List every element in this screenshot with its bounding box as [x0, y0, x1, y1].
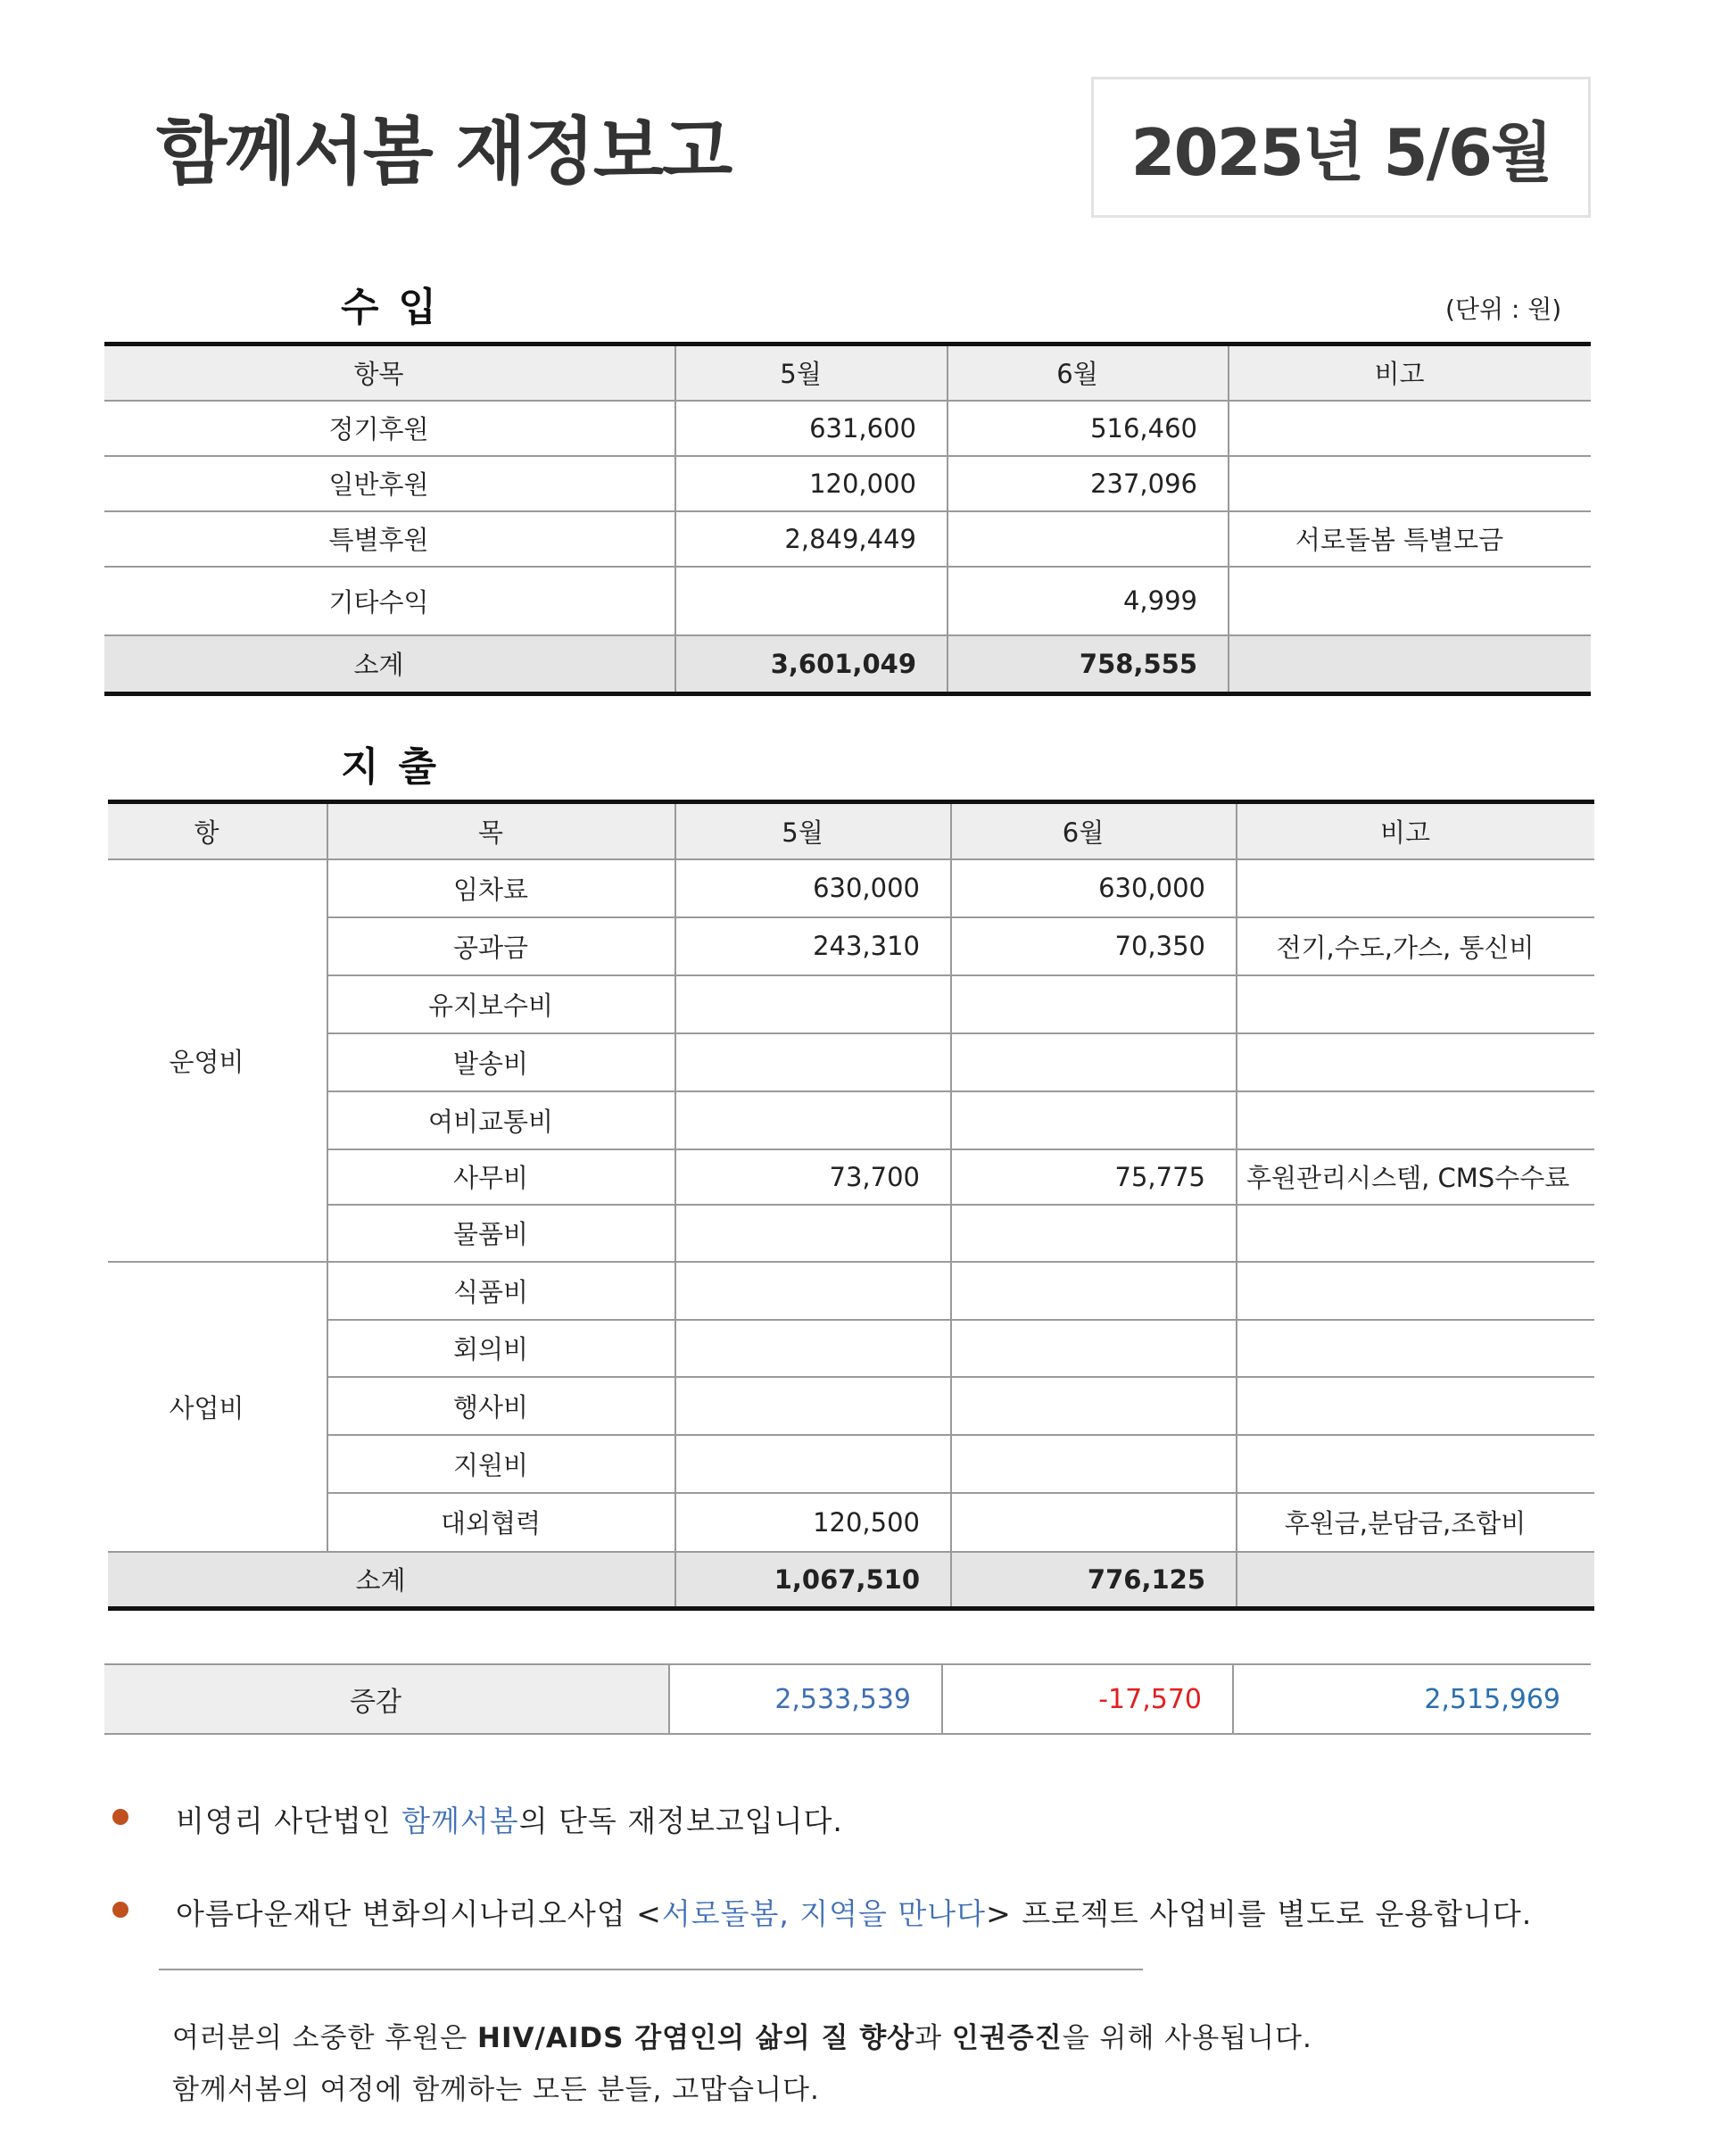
note-text: > 프로젝트 사업비를 별도로 운용합니다.: [986, 1896, 1533, 1931]
table-row: [104, 401, 1591, 456]
expense-item: 지원비: [327, 1435, 675, 1493]
expense-group-program: 사업비: [108, 1262, 327, 1552]
income-note: [1229, 456, 1591, 511]
expense-item: 식품비: [327, 1262, 675, 1320]
expense-jun: [951, 1320, 1237, 1377]
income-header-row: [104, 344, 1591, 401]
net-change-jun: -17,570: [942, 1664, 1233, 1734]
expense-subtotal-row: [108, 1552, 1594, 1609]
expense-may: [675, 1091, 951, 1149]
income-may: 120,000: [675, 456, 948, 511]
expense-jun: [951, 1435, 1237, 1493]
note-single-report: [176, 1798, 843, 1840]
expense-subtotal-note: [1237, 1552, 1594, 1609]
income-note: 서로돌봄 특별모금: [1229, 511, 1591, 567]
income-jun: 4,999: [948, 567, 1229, 635]
income-subtotal-may: 3,601,049: [675, 635, 948, 694]
expense-jun: 70,350: [951, 917, 1237, 975]
divider: [159, 1969, 1143, 1970]
bullet-icon: [112, 1809, 128, 1825]
income-jun: 237,096: [948, 456, 1229, 511]
expense-item: 유지보수비: [327, 975, 675, 1033]
expense-jun: [951, 1377, 1237, 1435]
expense-jun: 75,775: [951, 1149, 1237, 1205]
note-org-name: 함께서봄: [401, 1804, 519, 1838]
table-row: [108, 975, 1594, 1033]
expense-subtotal-label: 소계: [108, 1552, 675, 1609]
expense-may: 243,310: [675, 917, 951, 975]
expense-item: 사무비: [327, 1149, 675, 1205]
expense-note: [1237, 1091, 1594, 1149]
expense-jun: [951, 1033, 1237, 1091]
expense-jun: [951, 1205, 1237, 1262]
thanks-text: 과: [914, 2022, 952, 2054]
expense-note: [1237, 1435, 1594, 1493]
table-row: [108, 1493, 1594, 1552]
table-row: [108, 1091, 1594, 1149]
expense-note: [1237, 1320, 1594, 1377]
expense-note: [1237, 1377, 1594, 1435]
income-section-title: 수입: [341, 285, 457, 330]
thanks-line-2: 함께서봄의 여정에 함께하는 모든 분들, 고맙습니다.: [172, 2074, 820, 2106]
expense-item: 임차료: [327, 859, 675, 917]
expense-item: 물품비: [327, 1205, 675, 1262]
expense-may: 120,500: [675, 1493, 951, 1552]
note-project-budget: [176, 1891, 1532, 1933]
table-row: [108, 1205, 1594, 1262]
table-row: [108, 1320, 1594, 1377]
table-row: [104, 511, 1591, 567]
expense-may: [675, 1320, 951, 1377]
expense-may: [675, 1033, 951, 1091]
expense-header-row: [108, 802, 1594, 859]
expense-item: 여비교통비: [327, 1091, 675, 1149]
income-may: [675, 567, 948, 635]
note-project-name: 서로돌봄, 지역을 만나다: [661, 1896, 987, 1931]
table-row: [108, 1377, 1594, 1435]
income-note: [1229, 401, 1591, 456]
expense-note: 후원금,분담금,조합비: [1237, 1493, 1594, 1552]
expense-group-operating: 운영비: [108, 859, 327, 1262]
expense-jun: [951, 1091, 1237, 1149]
table-row: [104, 456, 1591, 511]
income-subtotal-jun: 758,555: [948, 635, 1229, 694]
table-row: [108, 1435, 1594, 1493]
net-change-may: 2,533,539: [669, 1664, 942, 1734]
income-col-item: 항목: [104, 344, 675, 401]
income-col-may: 5월: [675, 344, 948, 401]
expense-col-group: 항: [108, 802, 327, 859]
expense-col-may: 5월: [675, 802, 951, 859]
income-jun: 516,460: [948, 401, 1229, 456]
expense-col-note: 비고: [1237, 802, 1594, 859]
expense-may: [675, 1377, 951, 1435]
report-period-box: [1091, 77, 1591, 218]
net-change-label: 증감: [104, 1664, 669, 1734]
report-title: 함께서봄 재정보고: [156, 110, 732, 195]
expense-may: [675, 1435, 951, 1493]
income-item: 기타수익: [104, 567, 675, 635]
income-col-jun: 6월: [948, 344, 1229, 401]
thanks-line-1: [172, 2015, 1312, 2055]
income-item: 특별후원: [104, 511, 675, 567]
table-row: [108, 1033, 1594, 1091]
expense-section-title: 지출: [341, 744, 457, 790]
unit-label: (단위 : 원): [1445, 294, 1562, 324]
expense-may: 73,700: [675, 1149, 951, 1205]
expense-note: [1237, 1262, 1594, 1320]
thanks-text: 을 위해 사용됩니다.: [1062, 2022, 1312, 2054]
expense-note: [1237, 975, 1594, 1033]
table-row: [108, 917, 1594, 975]
note-text: 비영리 사단법인: [176, 1804, 402, 1838]
expense-item: 대외협력: [327, 1493, 675, 1552]
thanks-emphasis: 인권증진: [951, 2022, 1063, 2054]
expense-col-jun: 6월: [951, 802, 1237, 859]
income-may: 631,600: [675, 401, 948, 456]
expense-note: 후원관리시스템, CMS수수료: [1237, 1149, 1594, 1205]
expense-may: [675, 1205, 951, 1262]
table-row: [108, 859, 1594, 917]
income-subtotal-note: [1229, 635, 1591, 694]
expense-may: [675, 1262, 951, 1320]
bullet-icon: [112, 1902, 128, 1918]
expense-jun: [951, 1262, 1237, 1320]
expense-note: [1237, 859, 1594, 917]
net-change-table: [104, 1663, 1591, 1735]
income-jun: [948, 511, 1229, 567]
expense-item: 발송비: [327, 1033, 675, 1091]
note-text: 아름다운재단 변화의시나리오사업 <: [176, 1896, 662, 1931]
thanks-emphasis: HIV/AIDS 감염인의 삶의 질 향상: [477, 2022, 915, 2054]
expense-item: 공과금: [327, 917, 675, 975]
income-note: [1229, 567, 1591, 635]
table-row: [104, 567, 1591, 635]
income-item: 정기후원: [104, 401, 675, 456]
expense-item: 행사비: [327, 1377, 675, 1435]
expense-subtotal-jun: 776,125: [951, 1552, 1237, 1609]
income-table: [104, 342, 1591, 696]
net-change-row: [104, 1664, 1591, 1734]
expense-note: 전기,수도,가스, 통신비: [1237, 917, 1594, 975]
expense-may: [675, 975, 951, 1033]
expense-jun: [951, 1493, 1237, 1552]
income-item: 일반후원: [104, 456, 675, 511]
expense-jun: 630,000: [951, 859, 1237, 917]
income-subtotal-row: [104, 635, 1591, 694]
note-text: 의 단독 재정보고입니다.: [518, 1804, 843, 1838]
expense-note: [1237, 1033, 1594, 1091]
table-row: [108, 1149, 1594, 1205]
income-subtotal-label: 소계: [104, 635, 675, 694]
expense-table: [108, 800, 1594, 1611]
thanks-text: 여러분의 소중한 후원은: [172, 2022, 478, 2054]
expense-jun: [951, 975, 1237, 1033]
expense-item: 회의비: [327, 1320, 675, 1377]
report-period: 2025년 5/6월: [1130, 115, 1552, 190]
expense-may: 630,000: [675, 859, 951, 917]
net-change-total: 2,515,969: [1233, 1664, 1591, 1734]
expense-note: [1237, 1205, 1594, 1262]
expense-subtotal-may: 1,067,510: [675, 1552, 951, 1609]
income-may: 2,849,449: [675, 511, 948, 567]
income-col-note: 비고: [1229, 344, 1591, 401]
table-row: [108, 1262, 1594, 1320]
expense-col-item: 목: [327, 802, 675, 859]
